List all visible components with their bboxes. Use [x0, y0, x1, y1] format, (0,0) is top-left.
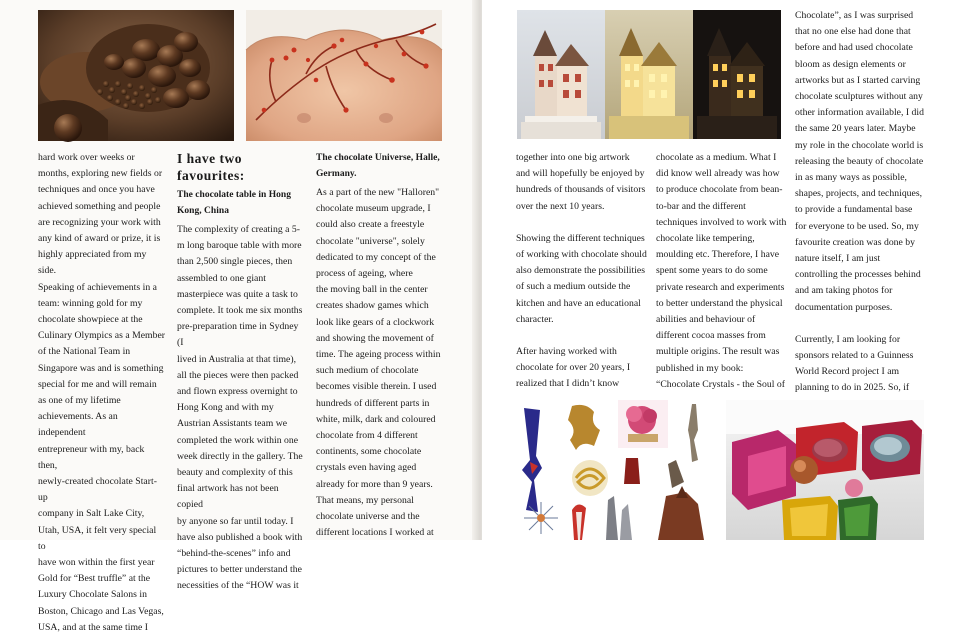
- text-line: other information available, I did: [795, 107, 924, 119]
- text-line: any kind of award or prize, it is: [38, 233, 161, 245]
- text-line: such medium of chocolate: [316, 365, 419, 377]
- text-line: did know well already was how: [656, 168, 780, 180]
- subheading-line: Germany.: [316, 169, 357, 179]
- text-line: newly-created chocolate Start-up: [38, 476, 157, 504]
- text-line: assembled to one giant: [177, 272, 266, 284]
- left-page: [0, 0, 478, 633]
- text-line: Boston, Chicago and Las Vegas,: [38, 605, 164, 617]
- subheading-line: The chocolate Universe, Halle,: [316, 153, 440, 163]
- text-line: achieved something and people: [38, 200, 161, 212]
- text-line: of working with chocolate should: [516, 249, 647, 261]
- text-line: sponsors related to a Guinness: [795, 350, 914, 362]
- text-line: to-bar and the different: [656, 200, 746, 212]
- text-line: becomes visible therein. I used: [316, 381, 437, 393]
- text-line: hard work over weeks or: [38, 152, 135, 163]
- text-line: Utah, USA, it felt very special to: [38, 524, 157, 552]
- text-line: published in my book:: [656, 362, 744, 374]
- text-line: over the next 10 years.: [516, 200, 605, 212]
- paragraph-gap: [795, 316, 935, 332]
- text-line: for everyone to be used. So, my: [795, 220, 919, 232]
- text-line: and am taking photos for: [795, 285, 893, 297]
- text-line: techniques and once you have: [38, 184, 155, 196]
- text-line: time. The ageing process within: [316, 349, 441, 361]
- text-line: continents, some chocolate: [316, 446, 422, 458]
- text-line: techniques involved to work with: [656, 216, 787, 228]
- text-line: After having worked with: [516, 346, 617, 358]
- paragraph-gap: [516, 215, 650, 231]
- text-line: all the pieces were then packed: [177, 369, 299, 381]
- text-line: crystals even having aged: [316, 462, 417, 474]
- text-line: shapes, projects, and techniques,: [795, 188, 923, 200]
- text-line: that no one else had done that: [795, 26, 911, 38]
- text-line: white, milk, dark and coloured: [316, 413, 436, 425]
- text-line: chocolate showpiece at the: [38, 314, 143, 326]
- text-line: bloom as design elements or: [795, 58, 906, 70]
- text-line: chocolate for over 20 years, I: [516, 362, 631, 374]
- text-line: beauty and complexity of this: [177, 467, 293, 479]
- text-line: character.: [516, 313, 554, 325]
- text-line: hundreds of different parts in: [316, 397, 430, 409]
- text-line: Gold for “Best truffle” at the: [38, 573, 151, 585]
- text-line: USA, and at the same time I: [38, 621, 149, 633]
- text-line: Austrian Assistants team we: [177, 418, 288, 430]
- subheading-line: The chocolate table in Hong: [177, 190, 292, 200]
- text-line: already for more than 9 years.: [316, 478, 433, 490]
- subheading: [316, 150, 446, 182]
- text-line: Singapore was and is something: [38, 362, 164, 374]
- text-line: releasing the beauty of chocolate: [795, 155, 924, 167]
- text-line: together into one big artwork: [516, 152, 630, 163]
- text-line: special for me and will remain: [38, 378, 157, 390]
- pink-flower-icon: [618, 400, 668, 448]
- text-line: team: winning gold for my: [38, 297, 143, 309]
- text-line: chocolate "universe", solely: [316, 235, 425, 247]
- text-line: Hong Kong and with my: [177, 402, 274, 414]
- text-line: lived in Australia at that time),: [177, 353, 297, 365]
- text-line: than 2,500 single pieces, then: [177, 256, 293, 268]
- text-line: Luxury Chocolate Salons in: [38, 589, 147, 601]
- text-line: complete. It took me six months: [177, 305, 303, 317]
- cocoa-beans-photo: [38, 10, 234, 141]
- text-line: dedicated to my concept of the: [316, 251, 436, 263]
- text-line: have won within the first year: [38, 557, 155, 569]
- right-column-3: [795, 8, 935, 397]
- text-line: process of ageing, where: [316, 268, 413, 280]
- text-line: look like gears of a clockwork: [316, 316, 435, 328]
- text-line: chocolate like tempering,: [656, 233, 755, 245]
- body-art-photo: [246, 10, 442, 141]
- text-line: Chocolate”, as I was surprised: [795, 10, 914, 21]
- subheading-line: Kong, China: [177, 206, 229, 216]
- text-line: highly appreciated from my side.: [38, 249, 147, 277]
- left-column-1: [38, 150, 166, 636]
- paragraph-gap: [516, 328, 650, 344]
- text-line: completed the work within one: [177, 434, 299, 446]
- section-heading: I have two favourites:: [177, 151, 245, 183]
- text-line: artworks but as I started carving: [795, 74, 921, 86]
- text-line: final artwork has not been copied: [177, 483, 279, 511]
- text-line: chocolate from 4 different: [316, 430, 418, 442]
- right-column-1: [516, 150, 650, 393]
- text-line: different cocoa masses from: [656, 330, 766, 342]
- text-line: by anyone so far until today. I: [177, 515, 294, 527]
- text-line: nature itself, I am just: [795, 253, 881, 265]
- text-line: pre-preparation time in Sydney (I: [177, 321, 299, 349]
- text-line: hundreds of thousands of visitors: [516, 184, 646, 196]
- text-line: necessities of the “HOW was it: [177, 580, 299, 592]
- chocolate-sculptures-collage: [516, 400, 720, 540]
- text-line: Currently, I am looking for: [795, 333, 901, 345]
- text-line: World Record project I am: [795, 366, 900, 378]
- text-line: months, exploring new fields or: [38, 168, 163, 180]
- text-line: entrepreneur with my, back then,: [38, 443, 145, 471]
- text-line: to better understand the physical: [656, 297, 783, 309]
- text-line: the moving ball in the center: [316, 284, 428, 296]
- text-line: achievements. As an independent: [38, 411, 118, 439]
- text-line: and flown express overnight to: [177, 386, 298, 398]
- text-line: chocolate sculptures without any: [795, 91, 923, 103]
- text-line: documentation purposes.: [795, 301, 893, 313]
- text-line: pictures to better understand the: [177, 564, 302, 576]
- text-line: before and had used chocolate: [795, 42, 913, 54]
- text-line: The complexity of creating a 5-: [177, 224, 301, 235]
- right-page: [482, 0, 960, 540]
- text-line: masterpiece was quite a task to: [177, 288, 298, 300]
- text-line: of such a medium outside the: [516, 281, 631, 293]
- text-line: “behind-the-scenes” info and: [177, 548, 291, 560]
- text-line: planning to do in 2025. So, if: [795, 382, 910, 394]
- text-line: to provide a fundamental base: [795, 204, 913, 216]
- text-line: different locations I worked at: [316, 527, 434, 539]
- text-line: spent some years to do some: [656, 265, 768, 277]
- text-line: “Chocolate Crystals - the Soul of: [656, 378, 785, 390]
- gold-swirl-icon: [572, 460, 608, 496]
- text-line: chocolate universe and the: [316, 511, 420, 523]
- text-line: abilities and behaviour of: [656, 314, 756, 326]
- text-line: kitchen and have an educational: [516, 297, 641, 309]
- text-line: and will hopefully be enjoyed by: [516, 168, 645, 180]
- text-line: the same 20 years later. Maybe: [795, 123, 916, 135]
- text-line: and showing the movement of: [316, 332, 434, 344]
- text-line: controlling the processes behind: [795, 269, 921, 281]
- right-column-2: [656, 150, 790, 393]
- text-line: also demonstrate the possibilities: [516, 265, 646, 277]
- text-line: to produce chocolate from bean-: [656, 184, 783, 196]
- text-line: creates shadow games which: [316, 300, 429, 312]
- text-line: of the National Team in: [38, 346, 131, 358]
- text-line: are recognizing your work with: [38, 216, 161, 228]
- text-line: moulding etc. Therefore, I have: [656, 249, 780, 261]
- text-line: realized that I didn’t know: [516, 378, 620, 390]
- text-line: m long baroque table with more: [177, 240, 302, 252]
- text-line: As a part of the new "Halloren": [316, 187, 440, 198]
- text-line: could also create a freestyle: [316, 219, 425, 231]
- text-line: Showing the different techniques: [516, 232, 645, 244]
- text-line: company in Salt Lake City,: [38, 508, 145, 520]
- text-line: favourite creation was done by: [795, 236, 916, 248]
- text-line: as one of my lifetime: [38, 395, 121, 407]
- left-column-3: [316, 150, 446, 541]
- text-line: multiple origins. The result was: [656, 346, 780, 358]
- text-line: chocolate museum upgrade, I: [316, 203, 431, 215]
- text-line: have also published a book with: [177, 531, 303, 543]
- left-column-2: [177, 150, 307, 595]
- text-line: chocolate as a medium. What I: [656, 152, 777, 163]
- text-line: That means, my personal: [316, 494, 414, 506]
- text-line: private research and experiments: [656, 281, 785, 293]
- colour-cubes-photo: [726, 400, 924, 540]
- text-line: in as many ways as possible,: [795, 172, 907, 184]
- subheading: [177, 187, 307, 219]
- text-line: Speaking of achievements in a: [38, 281, 157, 293]
- text-line: my role in the chocolate world is: [795, 139, 924, 151]
- text-line: Culinary Olympics as a Member: [38, 330, 166, 342]
- text-line: week directly in the gallery. The: [177, 450, 303, 462]
- chocolate-houses-photo: [517, 10, 781, 139]
